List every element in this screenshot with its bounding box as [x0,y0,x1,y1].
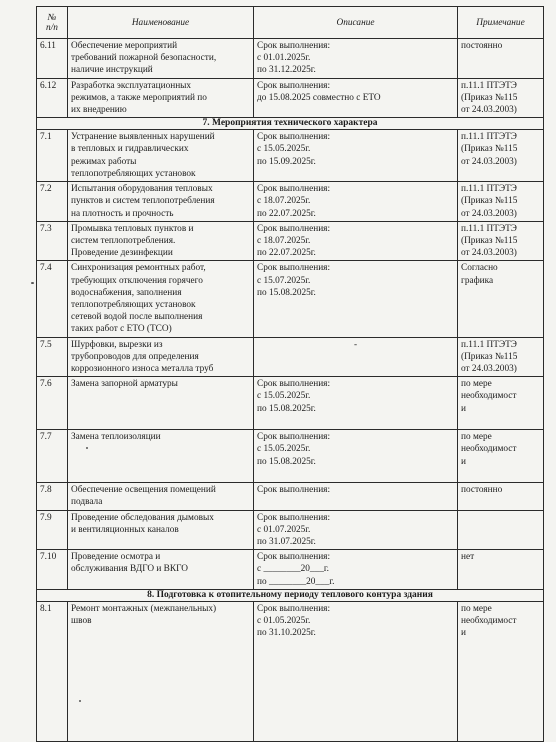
table-row [37,39,544,79]
table-body [37,39,544,742]
cell-line: Разработка эксплуатационных [71,80,192,91]
row-number: 7.8 [37,483,68,510]
cell-line: Срок выполнения: [257,432,331,443]
cell-line: п.11.1 ПТЭТЭ [461,80,517,91]
row-description [254,130,458,182]
cell-line: - [353,339,358,350]
cell-line: от 24.03.2003) [461,208,517,219]
cell-line: и [461,628,466,639]
cell-line: их внедрению [71,105,127,116]
cell-line: водоснабжения, заполнения [71,287,182,298]
table-row [37,130,544,182]
row-note [458,550,544,590]
cell-line: по 15.08.2025г. [257,403,316,414]
cell-line: Обеспечение мероприятий [71,41,178,51]
row-description [254,550,458,590]
cell-line: по 15.08.2025г. [257,287,316,298]
table-row [37,550,544,590]
cell-line: по 15.09.2025г. [257,156,316,167]
cell-line: и [461,403,466,414]
table-row [37,182,544,222]
row-note [458,130,544,182]
cell-line: требований пожарной безопасности, [71,53,217,64]
row-description [254,221,458,261]
header-desc: Описание [254,7,458,39]
row-note [458,510,544,550]
cell-line: теплопотребляющих установок [71,168,196,179]
cell-line: обслуживания ВДГО и ВКГО [71,564,188,575]
cell-line: швов [71,616,92,627]
table-header-row [37,7,544,39]
cell-line: необходимост [461,444,517,455]
row-title [68,430,254,483]
cell-line: до 15.08.2025 совместно с ЕТО [257,92,381,103]
cell-line: по 31.10.2025г. [257,628,316,639]
cell-line: теплопотребляющих установок [71,300,196,311]
row-number: 6.11 [37,39,68,79]
row-description [254,182,458,222]
row-number: 7.6 [37,377,68,430]
cell-line: и [461,456,466,467]
row-number: 7.4 [37,261,68,337]
cell-line: Срок выполнения: [257,263,331,274]
scan-speck [79,700,81,702]
cell-line: на плотность и прочность [71,208,174,219]
cell-line: п.11.1 ПТЭТЭ [461,223,517,234]
cell-line: Обеспечение освещения помещений [71,485,216,496]
cell-line: от 24.03.2003) [461,364,517,375]
cell-line: Срок выполнения: [257,512,331,523]
cell-line: с ________20___г. [257,564,329,575]
cell-line: систем теплопотребления. [71,236,176,247]
row-title [68,130,254,182]
cell-line: в тепловых и гидравлических [71,144,189,155]
row-note [458,39,544,79]
row-number: 7.2 [37,182,68,222]
cell-line: подвала [71,497,103,508]
cell-line: по 15.08.2025г. [257,456,316,467]
cell-line: необходимост [461,616,517,627]
cell-line: Проведение дезинфекции [71,248,173,259]
table-row [37,377,544,430]
cell-line: Срок выполнения: [257,41,331,51]
row-number: 7.1 [37,130,68,182]
row-title [68,377,254,430]
row-note [458,182,544,222]
cell-line: Проведение осмотра и [71,552,161,563]
table-row [37,221,544,261]
cell-line: Ремонт монтажных (межпанельных) [71,603,217,614]
cell-line: по 22.07.2025г. [257,248,316,259]
row-note [458,483,544,510]
cell-line: по 31.07.2025г. [257,537,316,548]
cell-line: Испытания оборудования тепловых [71,184,213,195]
cell-line: с 18.07.2025г. [257,196,311,207]
row-number: 8.1 [37,601,68,741]
section-heading-row [37,118,544,130]
cell-line: с 01.07.2025г. [257,524,311,535]
row-number: 7.5 [37,337,68,377]
header-num: № п/п [37,7,68,39]
cell-line: Срок выполнения: [257,552,331,563]
row-title [68,550,254,590]
row-title [68,78,254,118]
section-heading: 7. Мероприятия технического характера [37,118,544,130]
cell-line: с 01.01.2025г. [257,53,311,64]
table-row [37,337,544,377]
cell-line: Срок выполнения: [257,80,331,91]
section-heading: 8. Подготовка к отопительному периоду теплового контура здания [37,589,544,601]
cell-line: (Приказ №115 [461,351,518,362]
cell-line: Согласно [461,263,498,274]
measures-table [36,6,544,742]
cell-line: с 15.05.2025г. [257,391,311,402]
cell-line: режимов, а также мероприятий по [71,92,207,103]
cell-line: и вентиляционных каналов [71,524,179,535]
row-title [68,601,254,741]
cell-line: по 31.12.2025г. [257,65,316,76]
row-title [68,221,254,261]
cell-line: п.11.1 ПТЭТЭ [461,339,517,350]
row-number: 7.3 [37,221,68,261]
table-row [37,601,544,741]
cell-line: таких работ с ЕТО (ТСО) [71,324,172,335]
table-row [37,78,544,118]
cell-line: Срок выполнения: [257,132,331,143]
row-title [68,510,254,550]
cell-line: Замена теплоизоляции [71,432,161,443]
cell-line: по мере [461,432,492,443]
table-row [37,261,544,337]
cell-line: трубопроводов для определения [71,351,199,362]
cell-line: с 18.07.2025г. [257,236,311,247]
cell-line: (Приказ №115 [461,92,518,103]
cell-line: п.11.1 ПТЭТЭ [461,132,517,143]
cell-line: по мере [461,379,492,390]
cell-line: Срок выполнения: [257,184,331,195]
cell-line: Срок выполнения: [257,223,331,234]
row-note [458,78,544,118]
row-description [254,337,458,377]
cell-line: Срок выполнения: [257,485,331,496]
cell-line: от 24.03.2003) [461,156,517,167]
cell-line: п.11.1 ПТЭТЭ [461,184,517,195]
cell-line: Промывка тепловых пунктов и [71,223,194,234]
scan-speck [86,447,88,449]
section-heading-row [37,589,544,601]
cell-line: от 24.03.2003) [461,248,517,259]
cell-line: режимах работы [71,156,137,167]
row-description [254,261,458,337]
row-number: 7.10 [37,550,68,590]
cell-line: по мере [461,603,492,614]
row-title [68,337,254,377]
row-note [458,337,544,377]
table-row [37,430,544,483]
row-description [254,430,458,483]
cell-line: Проведение обследования дымовых [71,512,214,523]
cell-line: коррозионного износа металла труб [71,364,214,375]
row-note [458,377,544,430]
cell-line: по ________20___г. [257,576,335,587]
cell-line: Срок выполнения: [257,379,331,390]
cell-line: по 22.07.2025г. [257,208,316,219]
row-title [68,39,254,79]
row-description [254,601,458,741]
row-number: 7.7 [37,430,68,483]
row-note [458,221,544,261]
cell-line: постоянно [461,41,503,51]
row-title [68,483,254,510]
cell-line: (Приказ №115 [461,236,518,247]
cell-line: от 24.03.2003) [461,105,517,116]
cell-line: (Приказ №115 [461,144,518,155]
cell-line: Срок выполнения: [257,603,331,614]
row-title [68,182,254,222]
row-number: 6.12 [37,78,68,118]
cell-line: Синхронизация ремонтных работ, [71,263,206,274]
cell-line: Шурфовки, вырезки из [71,339,163,350]
cell-line: постоянно [461,485,503,496]
row-note [458,430,544,483]
cell-line: с 15.07.2025г. [257,275,311,286]
row-description [254,78,458,118]
row-description [254,377,458,430]
row-description [254,483,458,510]
table-row [37,510,544,550]
cell-line: сетевой водой после выполнения [71,312,203,323]
cell-line: необходимост [461,391,517,402]
cell-line: наличие инструкций [71,65,153,76]
cell-line: нет [461,552,475,563]
row-title [68,261,254,337]
cell-line: пунктов и систем теплопотребления [71,196,215,207]
header-note: Примечание [458,7,544,39]
scan-speck [31,282,34,284]
row-description [254,39,458,79]
cell-line: Устранение выявленных нарушений [71,132,215,143]
row-number: 7.9 [37,510,68,550]
row-note [458,261,544,337]
table-row [37,483,544,510]
cell-line: Замена запорной арматуры [71,379,178,390]
cell-line: с 15.05.2025г. [257,144,311,155]
cell-line: с 15.05.2025г. [257,444,311,455]
cell-line: графика [461,275,494,286]
header-name: Наименование [68,7,254,39]
cell-line: требующих отключения горячего [71,275,203,286]
row-description [254,510,458,550]
row-note [458,601,544,741]
cell-line: (Приказ №115 [461,196,518,207]
cell-line: с 01.05.2025г. [257,616,311,627]
